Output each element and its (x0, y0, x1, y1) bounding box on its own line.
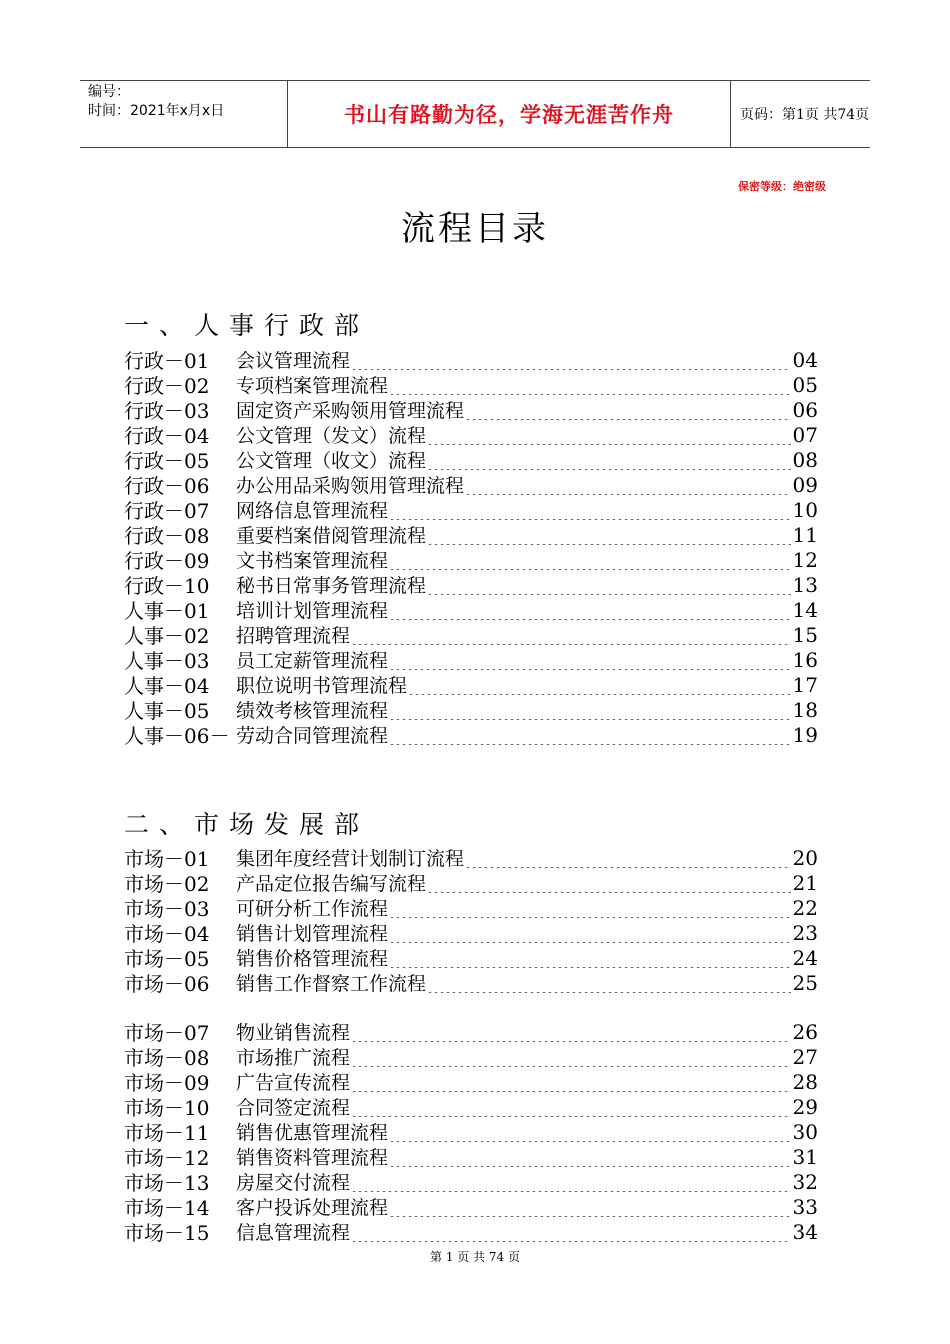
toc-entry-name: 可研分析工作流程 (236, 898, 389, 920)
toc-entry-name: 秘书日常事务管理流程 (236, 575, 427, 597)
toc-entry-page: 27 (792, 1044, 818, 1069)
toc-leader-dots (389, 1122, 791, 1142)
toc-entry-name: 销售资料管理流程 (236, 1147, 389, 1169)
toc-entry-page: 32 (792, 1169, 818, 1194)
toc-leader-dots (351, 1172, 791, 1192)
toc-entry-page: 13 (792, 572, 818, 597)
toc-entry[interactable] (124, 895, 818, 920)
toc-entry-code: 市场－11 (124, 1121, 210, 1145)
toc-entry-code: 行政－10 (124, 574, 210, 598)
section-heading-market: 二、市场发展部 (124, 810, 370, 839)
toc-entry[interactable] (124, 920, 818, 945)
toc-entry-name: 固定资产采购领用管理流程 (236, 400, 465, 422)
toc-entry-code: 市场－08 (124, 1046, 210, 1070)
header-page-info: 页码：第1页 共74页 (740, 107, 870, 123)
secrecy-level: 保密等级：绝密级 (738, 180, 826, 193)
toc-entry-page: 14 (792, 597, 818, 622)
toc-entry-name: 合同签定流程 (236, 1097, 351, 1119)
toc-entry[interactable] (124, 372, 818, 397)
toc-entry-name: 市场推广流程 (236, 1047, 351, 1069)
toc-entry-code: 市场－14 (124, 1196, 210, 1220)
toc-entry[interactable] (124, 622, 818, 647)
toc-entry-page: 19 (792, 722, 818, 747)
toc-entry[interactable] (124, 572, 818, 597)
toc-leader-dots (389, 1147, 791, 1167)
toc-entry-name: 销售优惠管理流程 (236, 1122, 389, 1144)
toc-entry-page: 07 (792, 422, 818, 447)
page-footer: 第 1 页 共 74 页 (430, 1250, 520, 1264)
toc-entry-name: 公文管理（收文）流程 (236, 450, 427, 472)
toc-leader-dots (389, 550, 791, 570)
toc-leader-dots (427, 525, 791, 545)
toc-entry-name: 重要档案借阅管理流程 (236, 525, 427, 547)
toc-entry-page: 29 (792, 1094, 818, 1119)
toc-leader-dots (389, 375, 791, 395)
toc-leader-dots (389, 650, 791, 670)
toc-entry-page: 16 (792, 647, 818, 672)
toc-entry-name: 销售计划管理流程 (236, 923, 389, 945)
toc-entry-name: 销售工作督察工作流程 (236, 973, 427, 995)
toc-leader-dots (427, 973, 791, 993)
toc-list-market-continued (124, 1019, 818, 1244)
toc-entry-code: 人事－05 (124, 699, 210, 723)
toc-entry-code: 市场－01 (124, 847, 210, 871)
toc-entry-name: 客户投诉处理流程 (236, 1197, 389, 1219)
toc-leader-dots (389, 948, 791, 968)
toc-entry-page: 34 (792, 1219, 818, 1244)
toc-entry-page: 09 (792, 472, 818, 497)
toc-entry[interactable] (124, 1219, 818, 1244)
toc-entry-name: 劳动合同管理流程 (236, 725, 389, 747)
toc-entry-page: 06 (792, 397, 818, 422)
toc-entry[interactable] (124, 945, 818, 970)
toc-leader-dots (389, 700, 791, 720)
toc-entry-page: 26 (792, 1019, 818, 1044)
toc-entry-name: 房屋交付流程 (236, 1172, 351, 1194)
toc-leader-dots (389, 1197, 791, 1217)
toc-entry-page: 10 (792, 497, 818, 522)
toc-entry-page: 18 (792, 697, 818, 722)
toc-leader-dots (351, 350, 791, 370)
toc-leader-dots (389, 600, 791, 620)
toc-entry-name: 员工定薪管理流程 (236, 650, 389, 672)
toc-entry-code: 行政－01 (124, 349, 210, 373)
toc-entry-name: 物业销售流程 (236, 1022, 351, 1044)
toc-entry-code: 市场－03 (124, 897, 210, 921)
toc-entry-code: 行政－06 (124, 474, 210, 498)
toc-entry-code: 市场－07 (124, 1021, 210, 1045)
toc-entry-name: 职位说明书管理流程 (236, 675, 408, 697)
toc-entry-code: 市场－05 (124, 947, 210, 971)
section-heading-hr-admin: 一、人事行政部 (124, 311, 370, 340)
toc-entry-page: 05 (792, 372, 818, 397)
toc-entry-name: 培训计划管理流程 (236, 600, 389, 622)
toc-leader-dots (351, 625, 791, 645)
toc-entry[interactable] (124, 870, 818, 895)
toc-entry-name: 办公用品采购领用管理流程 (236, 475, 465, 497)
toc-entry[interactable] (124, 447, 818, 472)
toc-entry-name: 产品定位报告编写流程 (236, 873, 427, 895)
page-header (80, 80, 870, 148)
page-title: 流程目录 (401, 209, 549, 249)
toc-leader-dots (427, 873, 791, 893)
toc-entry-code: 行政－05 (124, 449, 210, 473)
toc-entry[interactable] (124, 697, 818, 722)
toc-entry-name: 网络信息管理流程 (236, 500, 389, 522)
toc-entry-name: 公文管理（发文）流程 (236, 425, 427, 447)
toc-entry-page: 08 (792, 447, 818, 472)
toc-entry[interactable] (124, 722, 818, 747)
toc-leader-dots (389, 500, 791, 520)
toc-entry-name: 集团年度经营计划制订流程 (236, 848, 465, 870)
toc-entry-code: 人事－04 (124, 674, 210, 698)
toc-entry-name: 专项档案管理流程 (236, 375, 389, 397)
toc-entry-code: 市场－09 (124, 1071, 210, 1095)
toc-entry-page: 22 (792, 895, 818, 920)
toc-entry[interactable] (124, 1019, 818, 1044)
toc-entry-code: 行政－07 (124, 499, 210, 523)
document-time-label: 时间：2021年x月x日 (88, 103, 225, 119)
toc-entry[interactable] (124, 497, 818, 522)
toc-entry-code: 行政－09 (124, 549, 210, 573)
toc-leader-dots (351, 1022, 791, 1042)
toc-entry-page: 04 (792, 347, 818, 372)
toc-entry[interactable] (124, 347, 818, 372)
toc-entry-code: 市场－10 (124, 1096, 210, 1120)
toc-list-hr-admin (124, 347, 818, 747)
toc-entry-name: 信息管理流程 (236, 1222, 351, 1244)
toc-entry-code: 行政－03 (124, 399, 210, 423)
toc-entry-code: 行政－04 (124, 424, 210, 448)
toc-entry-page: 11 (792, 522, 818, 547)
toc-leader-dots (351, 1047, 791, 1067)
toc-entry[interactable] (124, 397, 818, 422)
toc-entry-name: 绩效考核管理流程 (236, 700, 389, 722)
toc-entry[interactable] (124, 1169, 818, 1194)
toc-entry-name: 广告宣传流程 (236, 1072, 351, 1094)
toc-entry-code: 市场－15 (124, 1221, 210, 1245)
toc-entry[interactable] (124, 1069, 818, 1094)
toc-entry-page: 33 (792, 1194, 818, 1219)
toc-entry[interactable] (124, 1119, 818, 1144)
toc-entry-page: 25 (792, 970, 818, 995)
toc-entry[interactable] (124, 647, 818, 672)
toc-entry-page: 21 (792, 870, 818, 895)
toc-entry-page: 12 (792, 547, 818, 572)
toc-leader-dots (465, 400, 791, 420)
toc-entry-name: 销售价格管理流程 (236, 948, 389, 970)
toc-leader-dots (351, 1222, 791, 1242)
toc-entry-code: 市场－12 (124, 1146, 210, 1170)
toc-entry-code: 人事－02 (124, 624, 210, 648)
toc-entry-page: 24 (792, 945, 818, 970)
toc-entry[interactable] (124, 547, 818, 572)
toc-leader-dots (389, 898, 791, 918)
toc-entry[interactable] (124, 1144, 818, 1169)
toc-entry-page: 28 (792, 1069, 818, 1094)
toc-leader-dots (427, 450, 791, 470)
toc-leader-dots (351, 1097, 791, 1117)
toc-entry-code: 人事－06－ (124, 724, 230, 748)
toc-leader-dots (427, 575, 791, 595)
toc-entry-name: 会议管理流程 (236, 350, 351, 372)
toc-entry[interactable] (124, 970, 818, 995)
toc-entry-code: 人事－03 (124, 649, 210, 673)
toc-leader-dots (351, 1072, 791, 1092)
toc-entry[interactable] (124, 1194, 818, 1219)
toc-entry[interactable] (124, 522, 818, 547)
toc-leader-dots (408, 675, 791, 695)
toc-entry-page: 17 (792, 672, 818, 697)
header-motto: 书山有路勤为径，学海无涯苦作舟 (287, 81, 731, 147)
toc-entry-code: 行政－08 (124, 524, 210, 548)
toc-entry-name: 文书档案管理流程 (236, 550, 389, 572)
toc-list-market (124, 845, 818, 995)
toc-entry-code: 行政－02 (124, 374, 210, 398)
toc-entry-code: 市场－02 (124, 872, 210, 896)
toc-entry-page: 20 (792, 845, 818, 870)
toc-entry[interactable] (124, 672, 818, 697)
toc-entry-code: 市场－13 (124, 1171, 210, 1195)
toc-leader-dots (465, 475, 791, 495)
toc-entry[interactable] (124, 422, 818, 447)
toc-entry-code: 市场－04 (124, 922, 210, 946)
toc-entry[interactable] (124, 597, 818, 622)
toc-leader-dots (465, 848, 791, 868)
toc-entry[interactable] (124, 472, 818, 497)
header-meta (88, 81, 288, 147)
toc-entry-page: 23 (792, 920, 818, 945)
toc-entry[interactable] (124, 845, 818, 870)
toc-entry-page: 15 (792, 622, 818, 647)
toc-entry[interactable] (124, 1044, 818, 1069)
toc-entry-code: 市场－06 (124, 972, 210, 996)
toc-entry[interactable] (124, 1094, 818, 1119)
toc-leader-dots (389, 923, 791, 943)
toc-entry-code: 人事－01 (124, 599, 210, 623)
toc-entry-name: 招聘管理流程 (236, 625, 351, 647)
toc-entry-page: 31 (792, 1144, 818, 1169)
toc-entry-page: 30 (792, 1119, 818, 1144)
toc-leader-dots (389, 725, 791, 745)
document-number-label: 编号： (88, 84, 130, 100)
toc-leader-dots (427, 425, 791, 445)
